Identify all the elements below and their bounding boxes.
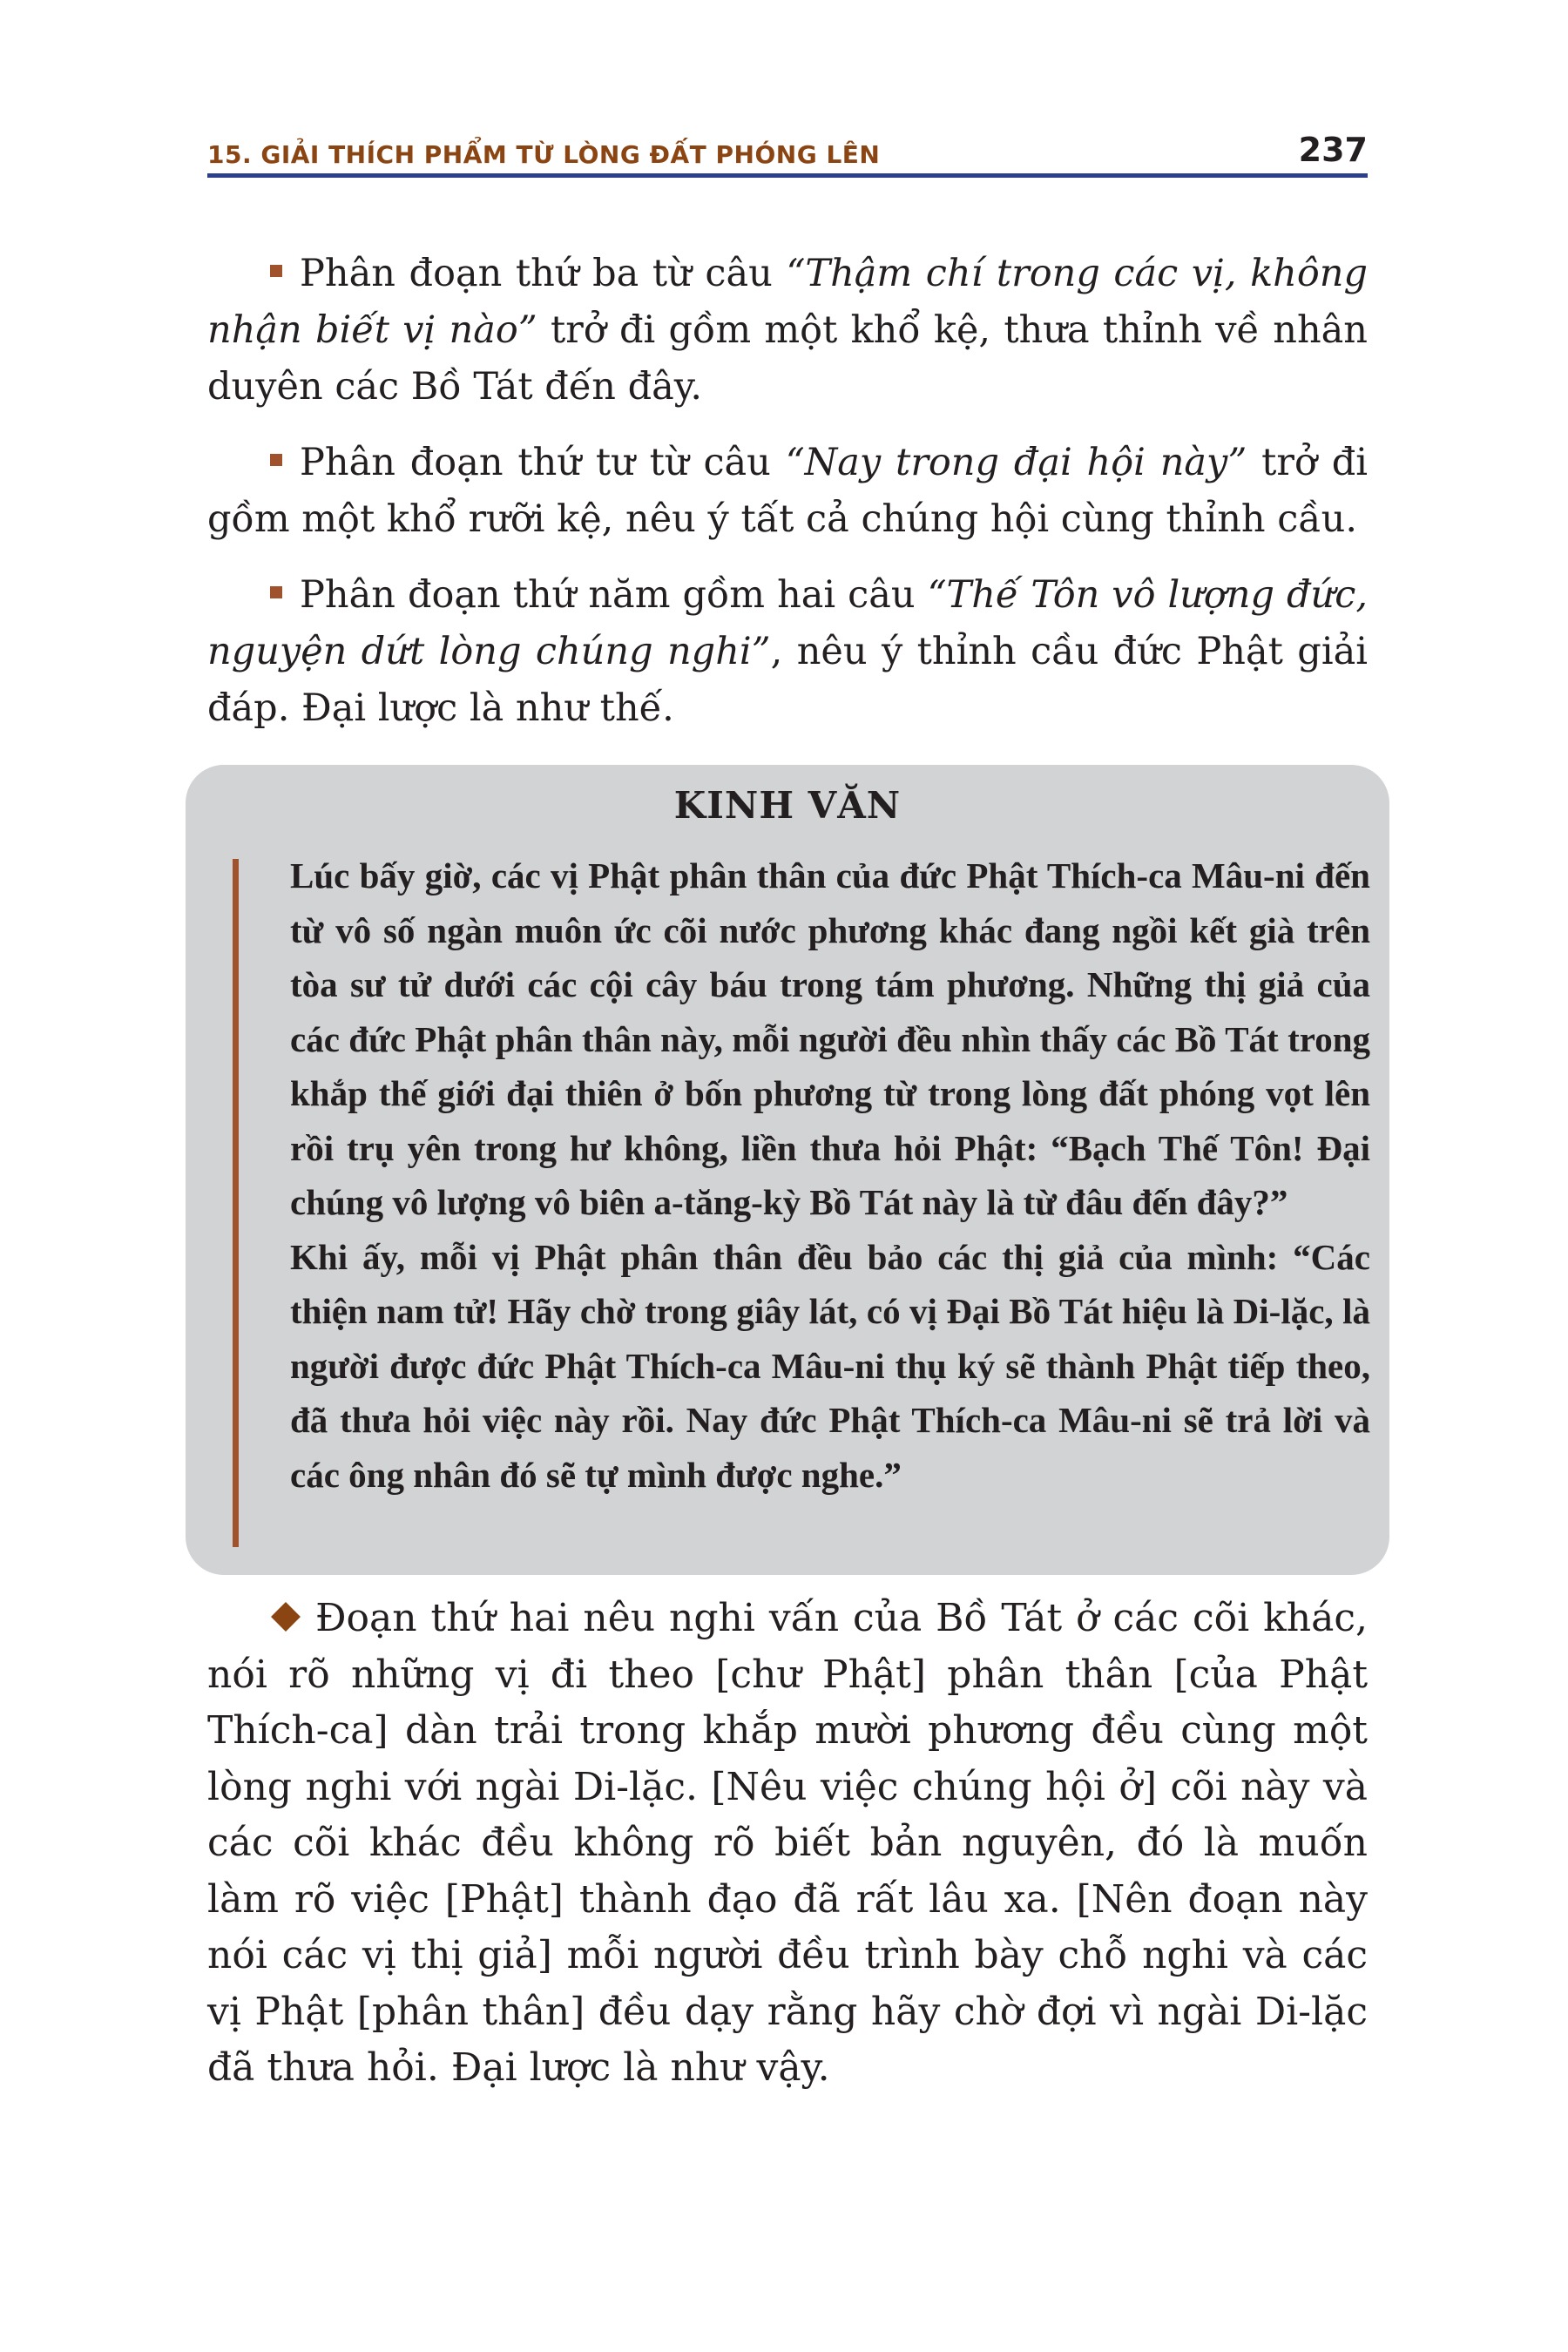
paragraph-lead: Phân đoạn thứ năm gồm hai câu (300, 573, 928, 617)
paragraph-quote: “Thế Tôn vô lượng đức, nguyện dứt lòng chúng nghi” (207, 573, 1368, 673)
sutra-accent-rule (233, 859, 239, 1547)
header-rule (207, 173, 1368, 178)
paragraph-tail: trở đi gồm một khổ rưỡi kệ, nêu ý tất cả chúng hội cùng thỉnh cầu. (207, 441, 1368, 541)
paragraph-lead: Phân đoạn thứ ba từ câu (300, 252, 787, 295)
sutra-paragraph: Lúc bấy giờ, các vị Phật phân thân của đức Phật Thích-ca Mâu-ni đến từ vô số ngàn muôn ức cõi nước phương khác đang ngồi kết già trên tòa sư tử dưới các cội cây báu trong tám phương. Những thị giả của các đức Phật phân thân này, mỗi người đều nhìn thấy các Bồ Tát trong khắp thế giới đại thiên ở bốn phương từ trong lòng đất phóng vọt lên rồi trụ yên trong hư không, liền thưa hỏi Phật: “Bạch Thế Tôn! Đại chúng vô lượng vô biên a-tăng-kỳ Bồ Tát này là từ đâu đến đây?” (290, 855, 1370, 1222)
paragraph-tail: trở đi gồm một khổ kệ, thưa thỉnh về nhân duyên các Bồ Tát đến đây. (207, 308, 1368, 409)
sutra-paragraph: Khi ấy, mỗi vị Phật phân thân đều bảo các thị giả của mình: “Các thiện nam tử! Hãy chờ trong giây lát, có vị Đại Bồ Tát hiệu là Di-lặc, là người được đức Phật Thích-ca Mâu-ni thụ ký sẽ thành Phật tiếp theo, đã thưa hỏi việc này rồi. Nay đức Phật Thích-ca Mâu-ni sẽ trả lời và các ông nhân đó sẽ tự mình được nghe.” (290, 1236, 1370, 1495)
commentary-text: Đoạn thứ hai nêu nghi vấn của Bồ Tát ở các cõi khác, nói rõ những vị đi theo [chư Phật] phân thân [của Phật Thích-ca] dàn trải trong khắp mười phương đều cùng một lòng nghi với ngài Di-lặc. [Nêu việc chúng hội ở] cõi này và các cõi khác đều không rõ biết bản nguyên, đó là muốn làm rõ việc [Phật] thành đạo đã rất lâu xa. [Nên đoạn này nói các vị thị giả] mỗi người đều trình bày chỗ nghi và các vị Phật [phân thân] đều dạy rằng hãy chờ đợi vì ngài Di-lặc đã thưa hỏi. Đại lược là như vậy. (207, 1596, 1368, 2090)
sutra-text (290, 848, 1370, 1502)
paragraph-quote: “Thậm chí trong các vị, không nhận biết vị nào” (207, 252, 1368, 352)
square-bullet-icon (270, 454, 282, 466)
commentary-section (207, 1591, 1368, 2116)
square-bullet-icon (270, 586, 282, 598)
paragraph-segment-4 (207, 435, 1368, 548)
diamond-bullet-icon (271, 1602, 301, 1632)
running-title: 15. GIẢI THÍCH PHẨM TỪ LÒNG ĐẤT PHÓNG LÊN (207, 140, 881, 169)
sutra-title: KINH VĂN (673, 784, 902, 827)
sutra-box (186, 765, 1389, 1575)
page-number: 237 (1298, 131, 1368, 169)
paragraph-segment-3 (207, 246, 1368, 416)
page-header (207, 120, 1368, 178)
square-bullet-icon (270, 265, 282, 277)
commentary-paragraph (207, 1591, 1368, 2097)
paragraph-quote: “Nay trong đại hội này” (785, 441, 1247, 484)
paragraph-segment-5 (207, 567, 1368, 737)
paragraph-tail: , nêu ý thỉnh cầu đức Phật giải đáp. Đại lược là như thế. (207, 630, 1368, 730)
body-text (207, 246, 1368, 756)
paragraph-lead: Phân đoạn thứ tư từ câu (300, 441, 786, 484)
